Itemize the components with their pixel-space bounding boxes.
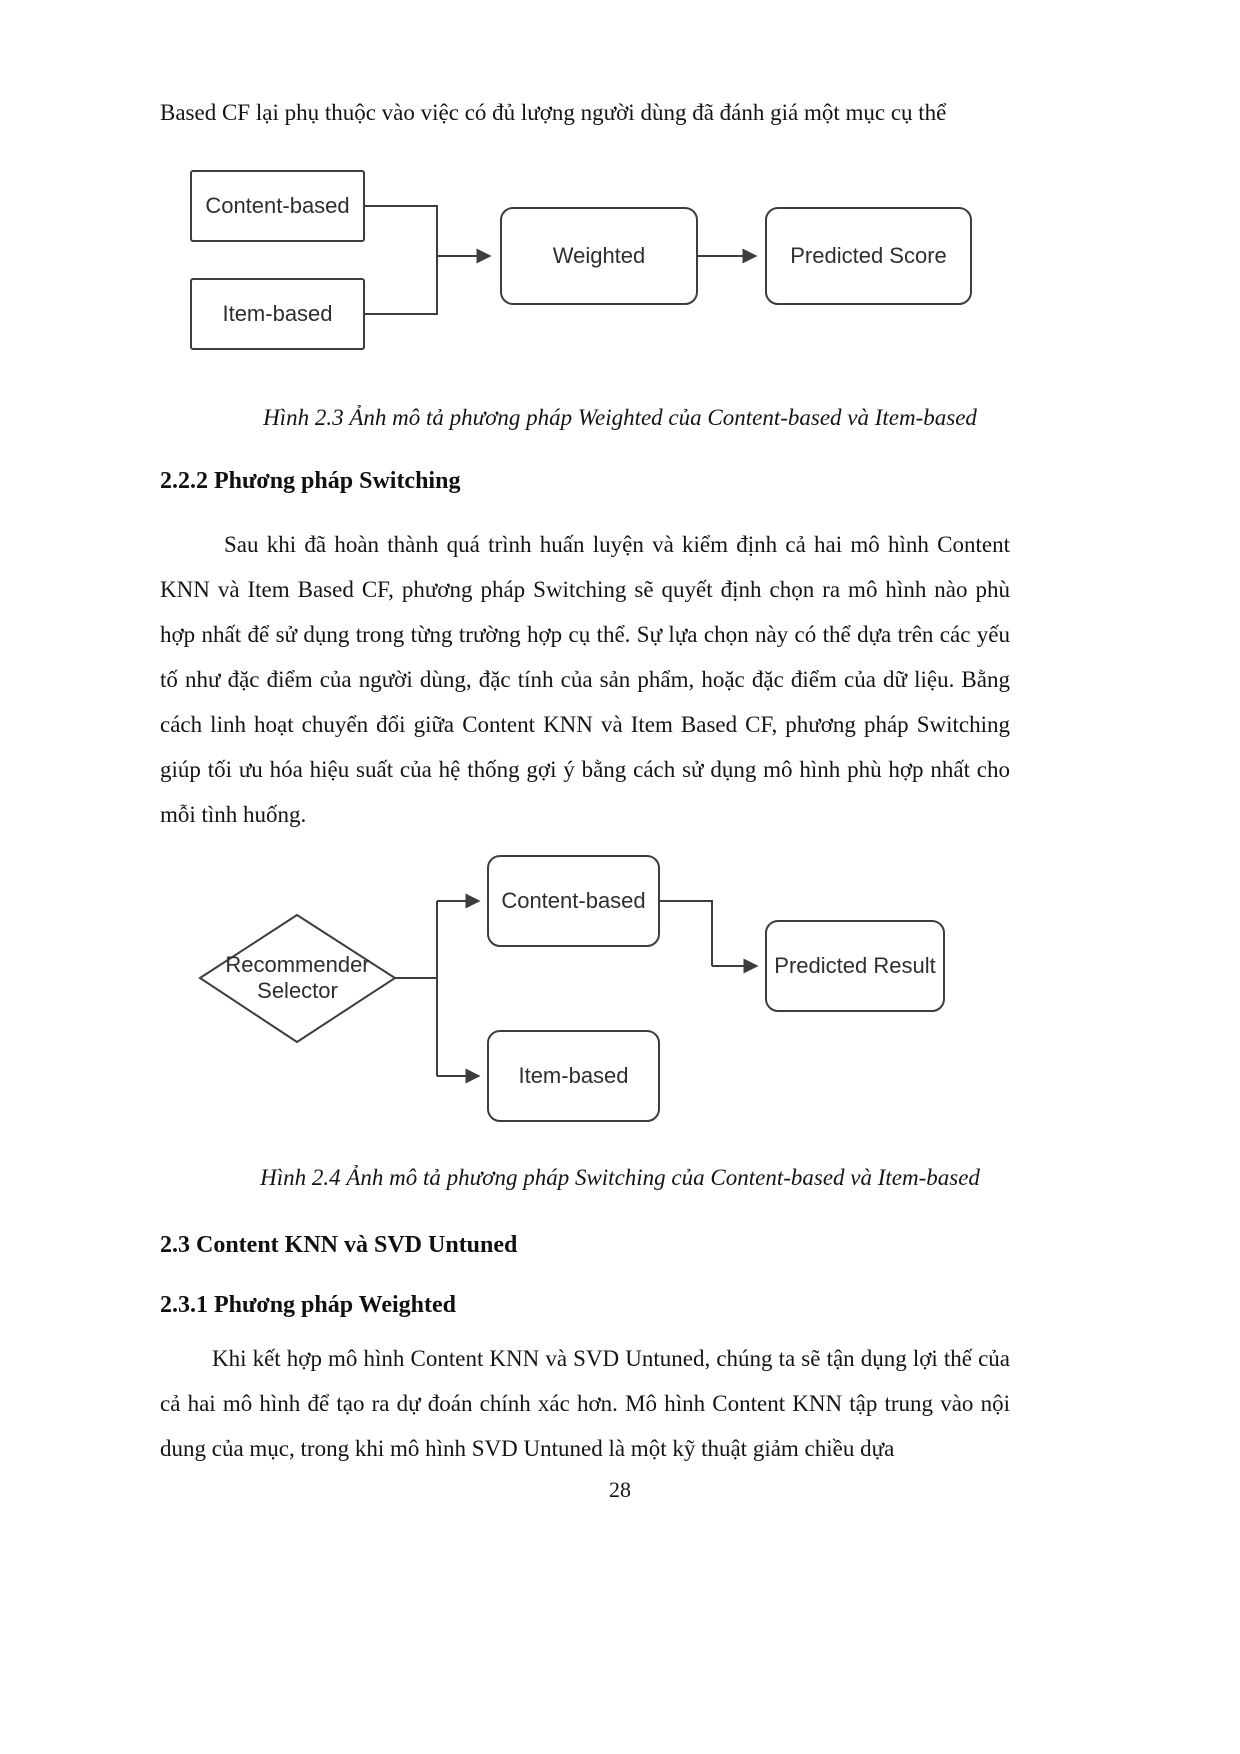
node-weighted: Weighted [500,207,698,305]
node-predicted-result: Predicted Result [765,920,945,1012]
section-2-3-heading: 2.3 Content KNN và SVD Untuned [160,1232,518,1258]
node-content-based: Content-based [190,170,365,242]
intro-paragraph: Based CF lại phụ thuộc vào việc có đủ lượng người dùng đã đánh giá một mục cụ thể [160,100,947,125]
weighted-diagram [0,150,1240,365]
section-2-2-2-paragraph: Sau khi đã hoàn thành quá trình huấn luyện và kiểm định cả hai mô hình Content KNN và Item Based CF, phương pháp Switching sẽ quyết định chọn ra mô hình nào phù hợp nhất để sử dụng trong từng trường hợp cụ thể. Sự lựa chọn này có thể dựa trên các yếu tố như đặc điểm của người dùng, đặc tính của sản phẩm, hoặc đặc điểm của dữ liệu. Bằng cách linh hoạt chuyển đổi giữa Content KNN và Item Based CF, phương pháp Switching giúp tối ưu hóa hiệu suất của hệ thống gợi ý bằng cách sử dụng mô hình phù hợp nhất cho mỗi tình huống. [160,532,1010,827]
node-item-based: Item-based [190,278,365,350]
page-number: 28 [609,1477,631,1502]
section-2-3-1-heading: 2.3.1 Phương pháp Weighted [160,1292,456,1318]
node-recommender-selector-label: Recommender Selector [225,952,370,1003]
node-content-based-2: Content-based [487,855,660,947]
figure-2-4-caption: Hình 2.4 Ảnh mô tả phương pháp Switching của Content-based và Item-based [260,1165,980,1190]
switching-diagram [0,840,1240,1135]
figure-2-3-caption: Hình 2.3 Ảnh mô tả phương pháp Weighted của Content-based và Item-based [263,405,977,430]
section-2-2-2-heading: 2.2.2 Phương pháp Switching [160,468,461,494]
node-predicted-score: Predicted Score [765,207,972,305]
node-item-based-2: Item-based [487,1030,660,1122]
section-2-3-1-paragraph: Khi kết hợp mô hình Content KNN và SVD Untuned, chúng ta sẽ tận dụng lợi thế của cả hai mô hình để tạo ra dự đoán chính xác hơn. Mô hình Content KNN tập trung vào nội dung của mục, trong khi mô hình SVD Untuned là một kỹ thuật giảm chiều dựa [160,1346,1010,1461]
